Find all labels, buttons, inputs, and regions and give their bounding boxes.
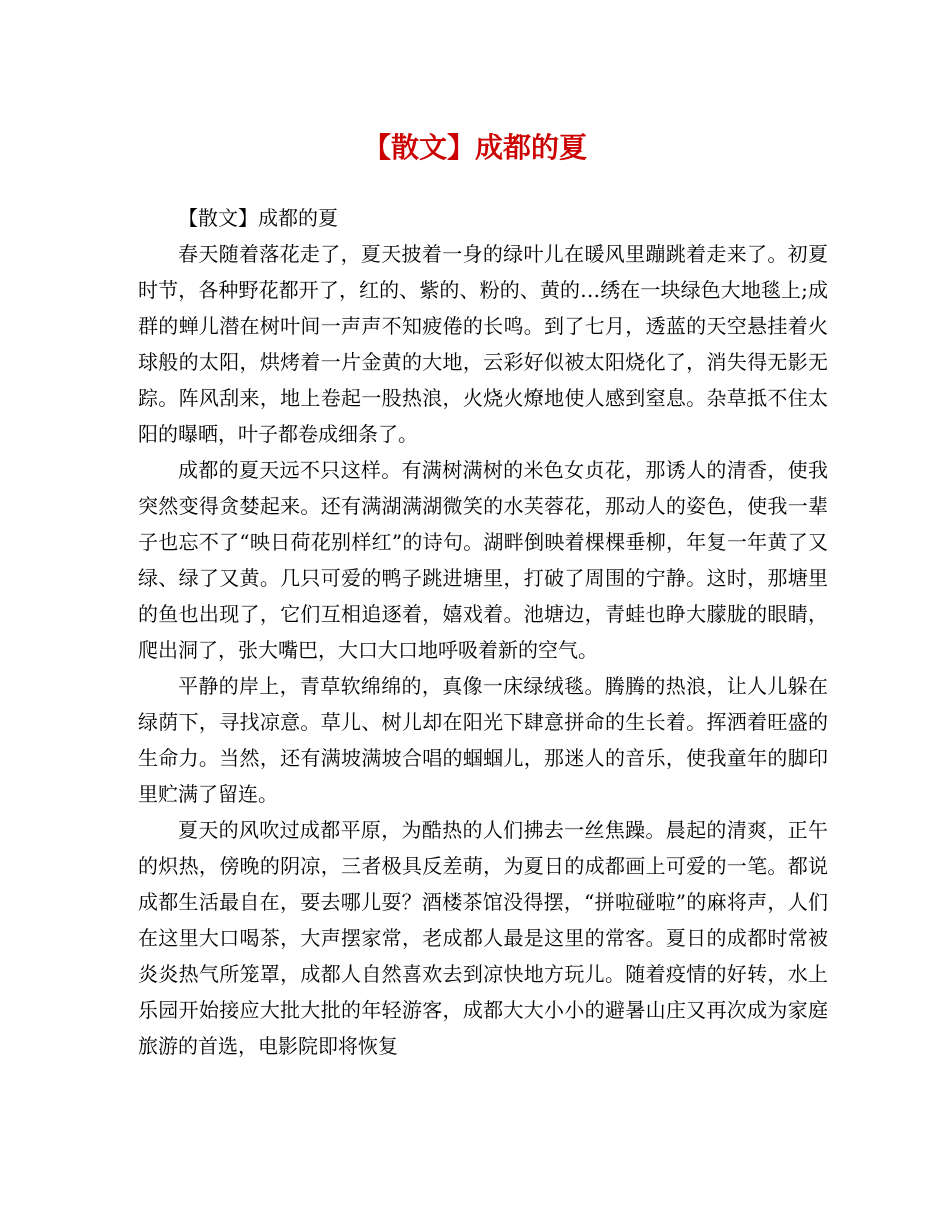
paragraph-flowers-and-pond: 成都的夏天远不只这样。有满树满树的米色女贞花，那诱人的清香，使我突然变得贪婪起来。还有满湖满湖微笑的水芙蓉花，那动人的姿色，使我一辈子也忘不了“映日荷花别样红”的诗句。湖畔倒映着棵棵垂柳，年复一年黄了又绿、绿了又黄。几只可爱的鸭子跳进塘里，打破了周围的宁静。这时，那塘里的鱼也出现了，它们互相追逐着，嬉戏着。池塘边，青蛙也睁大朦胧的眼睛，爬出洞了，张大嘴巴，大口大口地呼吸着新的空气。 bbox=[138, 458, 828, 662]
document-body bbox=[138, 200, 828, 1064]
paragraph-spring-to-summer: 春天随着落花走了，夏天披着一身的绿叶儿在暖风里蹦跳着走来了。初夏时节，各种野花都开了，红的、紫的、粉的、黄的…绣在一块绿色大地毯上;成群的蝉儿潜在树叶间一声声不知疲倦的长鸣。到了七月，透蓝的天空悬挂着火球般的太阳，烘烤着一片金黄的大地，云彩好似被太阳烧化了，消失得无影无踪。阵风刮来，地上卷起一股热浪，火烧火燎地使人感到窒息。杂草抵不住太阳的曝晒，叶子都卷成细条了。 bbox=[138, 242, 828, 446]
document-title: 【散文】成都的夏 bbox=[362, 131, 587, 164]
paragraph-subtitle: 【散文】成都的夏 bbox=[178, 206, 338, 230]
paragraph-chengdu-life: 夏天的风吹过成都平原，为酷热的人们拂去一丝焦躁。晨起的清爽，正午的炽热，傍晚的阴凉，三者极具反差萌，为夏日的成都画上可爱的一笔。都说成都生活最自在，要去哪儿耍？酒楼茶馆没得摆，“拼啦碰啦”的麻将声，人们在这里大口喝茶，大声摆家常，老成都人最是这里的常客。夏日的成都时常被炎炎热气所笼罩，成都人自然喜欢去到凉快地方玩儿。随着疫情的好转，水上乐园开始接应大批大批的年轻游客，成都大大小小的避暑山庄又再次成为家庭旅游的首选，电影院即将恢复 bbox=[138, 818, 828, 1058]
paragraph-grass-and-crickets: 平静的岸上，青草软绵绵的，真像一床绿绒毯。腾腾的热浪，让人儿躲在绿荫下，寻找凉意。草儿、树儿却在阳光下肆意拼命的生长着。挥洒着旺盛的生命力。当然，还有满坡满坡合唱的蝈蝈儿，那迷人的音乐，使我童年的脚印里贮满了留连。 bbox=[138, 674, 828, 806]
